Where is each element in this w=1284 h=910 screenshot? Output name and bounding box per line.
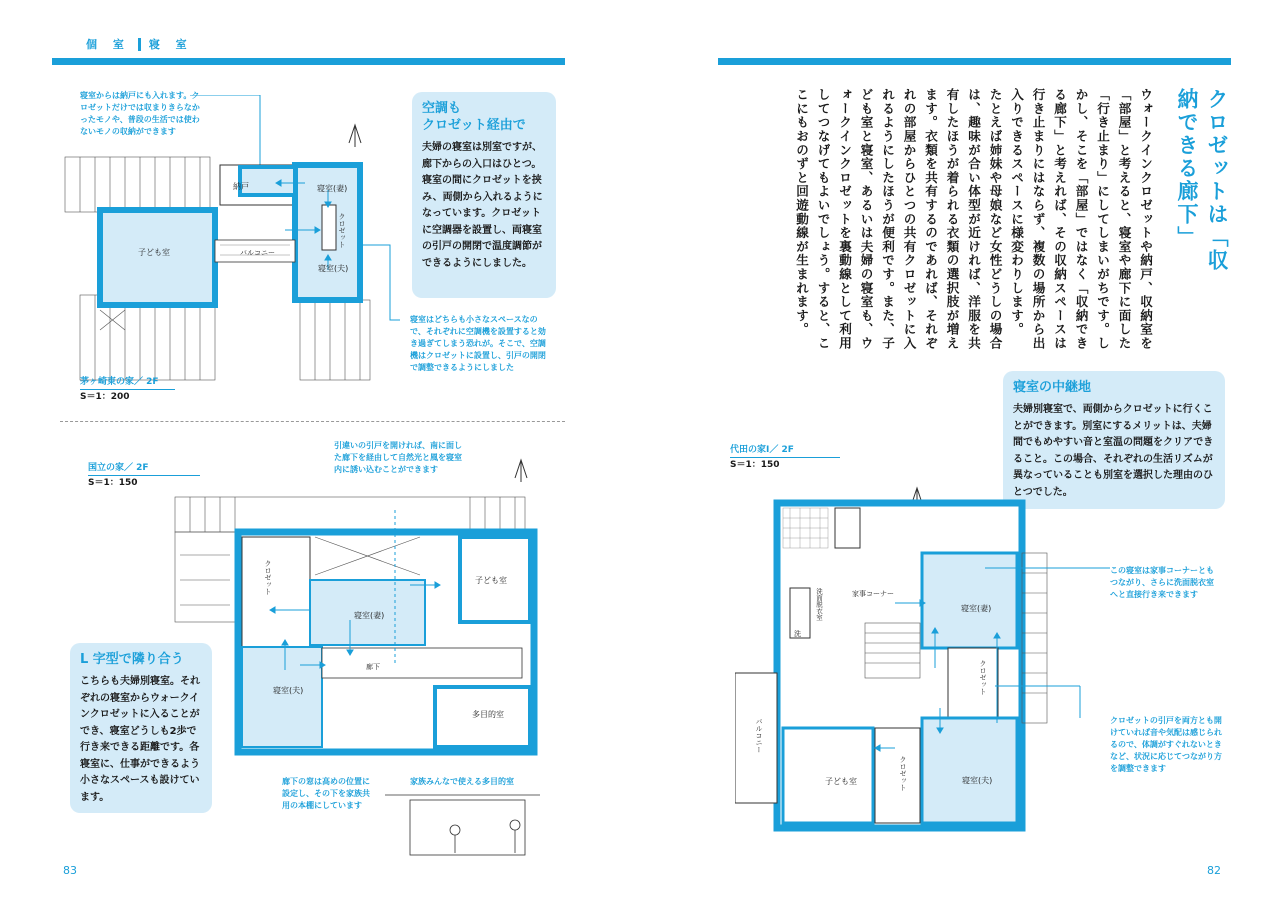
plan3-callout-top: この寝室は家事コーナーともつながり、さらに洗面脱衣室へと直接行き来できます [1110,566,1214,599]
room-kaji: 家事コーナー [852,590,894,598]
room-closet: クロゼット [979,660,987,695]
section-divider [138,38,141,51]
section-title: 個 室 [86,38,130,51]
room-senmen: 洗面脱衣室 [815,588,823,621]
room-bed-husband: 寝室(夫) [273,686,304,695]
room-closet2: クロゼット [899,756,907,791]
plan2-scale: S＝1：150 [88,478,138,488]
right-headline: クロゼットは「収納できる廊下」 [1175,88,1229,272]
subsection-title: 寝 室 [148,38,193,51]
right-body-text: ウォークインクロゼットや納戸、収納室を「部屋」と考えると、寝室や廊下に面した「行き止まり」にしてしまいがちです。しかし、そこを「部屋」ではなく「収納できる廊下」と考えれば、その収納スペースは行き止まりにはならず、複数の場所から出入りできるスペースに様変わりします。 たとえば姉妹や母娘など女性どうしの場合は、趣味が合い体型が近ければ、洋服を共有したほうが着られる衣類の選択肢が増えます。衣類を共有するのであれば、それぞれの部屋からひとつの共有クロゼットに入れるようにしたほうが便利です。また、子ども室と寝室、あるいは夫婦の寝室も、ウォークインクロゼットを裏動線として利用してつなげてもよいでしょう。すると、ここにもおのずと回遊動線が生まれます。 [794,88,1153,351]
room-kids: 子ども室 [475,576,507,585]
plan1-box-body: 夫婦の寝室は別室ですが、廊下からの入口はひとつ。寝室の間にクロゼットを挟み、両側から入れるようになっています。クロゼットに空調器を設置し、両寝室の引戸の開閉で温度調節ができるようにしました。 [422,142,543,269]
plan1-box-title: 空調も クロゼット経由で [422,101,526,133]
room-balcony: バルコニー [755,718,763,753]
plan2-box-title: L 字型で隣り合う [80,652,184,667]
plan2-box-body: こちらも夫婦別寝室。それぞれの寝室からウォークインクロゼットに入ることができ、寝室どうしも2歩で行き来できる距離です。各寝室に、仕事ができるよう小さなスペースも設けています。 [80,676,200,803]
plan1-callout-bottom: 寝室はどちらも小さなスペースなので、それぞれに空調機を設置すると効き過ぎてしまう恐れが。そこで、空調機はクロゼットに設置し、引戸の開閉で調整できるようにしました [410,315,546,372]
plan3-floorplan [735,478,1110,853]
left-top-rule [52,58,565,65]
plan3-box-body: 夫婦別寝室で、両側からクロゼットに行くことができます。別室にするメリットは、夫婦間でもめやすい音と室温の問題をクリアできること。この場合、それぞれの生活リズムが異なっていることも別室を選択した理由のひとつでした。 [1013,404,1214,498]
plan2-callout-family: 家族みんなで使える多目的室 [410,777,514,786]
room-kids: 子ども室 [825,777,857,786]
plan3-label: 代田の家Ⅰ／ 2F [730,442,840,458]
room-bed-wife: 寝室(妻) [317,184,348,193]
room-bed-wife: 寝室(妻) [354,611,385,620]
plan1-floorplan [60,95,400,385]
right-top-rule [718,58,1231,65]
left-divider [60,421,565,422]
room-sen: 洗 [794,630,801,638]
room-bed-wife: 寝室(妻) [961,604,992,613]
room-corridor: 廊下 [366,663,380,671]
room-kids: 子ども室 [138,248,170,257]
plan1-label: 茅ヶ崎東の家／ 2F [80,374,175,390]
plan1-infobox [412,92,556,298]
plan2-label: 国立の家／ 2F [88,460,200,476]
right-page-number: 82 [1207,864,1221,877]
plan3-callout-bottom: クロゼットの引戸を両方とも開けていれば音や気配は感じられるので、体調がすぐれないときなど、状況に応じてつながり方を調整できます [1110,716,1222,773]
room-bed-husband: 寝室(夫) [318,264,349,273]
room-closet: クロゼット [338,213,346,248]
plan3-scale: S＝1：150 [730,460,780,470]
plan2-infobox [70,643,212,813]
room-bed-husband: 寝室(夫) [962,776,993,785]
left-page-number: 83 [63,864,77,877]
north-arrow-icon [515,460,527,482]
north-arrow-icon [349,125,361,147]
room-closet: クロゼット [264,560,272,595]
plan1-callout-top: 寝室からは納戸にも入れます。クロゼットだけでは収まりきらなかったモノや、普段の生活では使わないモノの収納ができます [80,91,200,136]
plan2-callout-corridor: 廊下の窓は高めの位置に設定し、その下を家族共用の本棚にしています [282,777,370,810]
section-sketch [385,795,540,855]
plan3-box-title: 寝室の中継地 [1013,380,1092,395]
room-multi: 多目的室 [472,710,504,719]
plan2-callout-top: 引違いの引戸を開ければ、南に面した廊下を経由して自然光と風を寝室内に誘い込むことができます [334,441,462,474]
plan1-scale: S＝1：200 [80,392,130,402]
room-nando: 納戸 [233,182,249,191]
room-balcony: バルコニー [240,249,275,257]
section-label [86,36,193,52]
